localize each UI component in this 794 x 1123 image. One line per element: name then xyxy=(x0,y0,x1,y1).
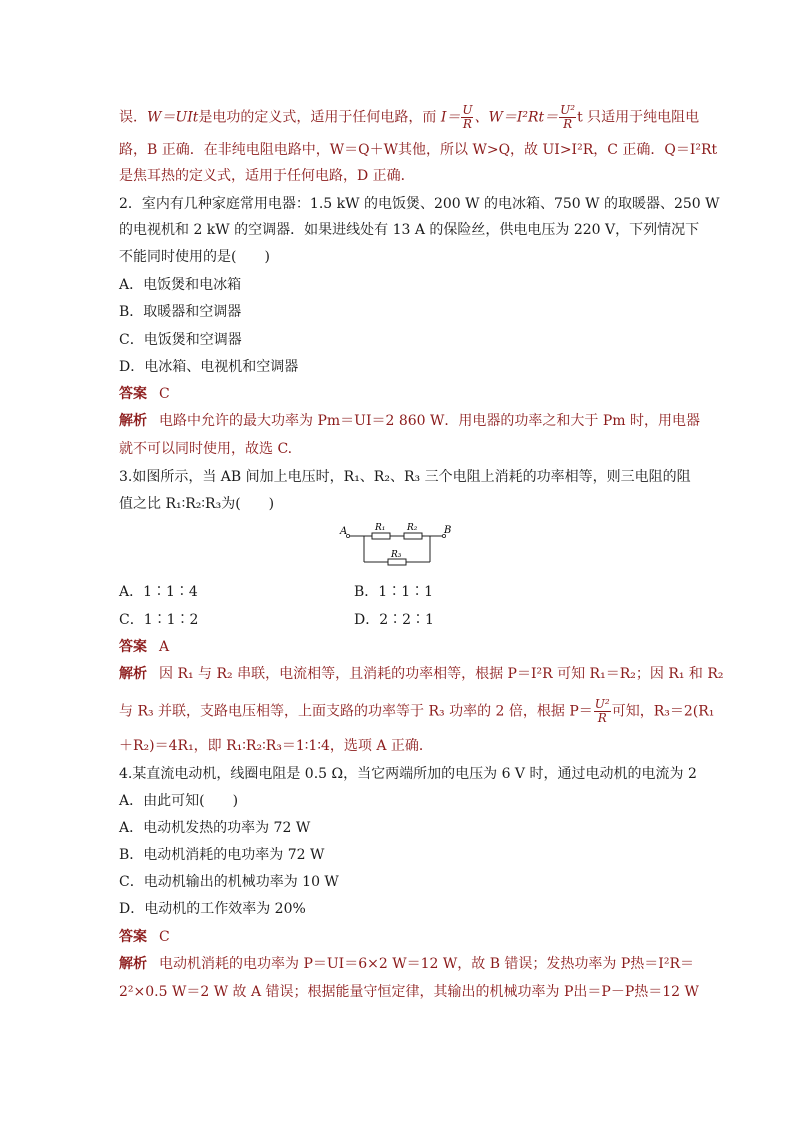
q4-option-b: B．电动机消耗的电功率为 72 W xyxy=(119,847,325,863)
circuit-diagram xyxy=(338,520,458,574)
q4-explanation-line-1: 解析 电动机消耗的电功率为 P＝UI＝6×2 W＝12 W，故 B 错误；发热功率为 P热＝I²R＝ xyxy=(119,956,694,972)
q2-option-b: B．取暖器和空调器 xyxy=(119,304,242,320)
q2-option-a: A．电饭煲和电冰箱 xyxy=(119,277,242,293)
q1-explanation-line-1: 误．W＝UIt是电功的定义式，适用于任何电路，而 I＝ $\frac{U}{R}$ 、W＝I²Rt＝ $\frac{\text{U²}}{R}$ t 只适用于纯电阻电 xyxy=(119,103,700,131)
q4-option-a: A．电动机发热的功率为 72 W xyxy=(119,820,311,836)
explanation-label: 解析 xyxy=(119,666,147,682)
fraction-u2-over-r: $\frac{\text{U²}}{R}$ xyxy=(594,697,610,725)
q3-stem-line-1: 3.如图所示，当 AB 间加上电压时，R₁、R₂、R₃ 三个电阻上消耗的功率相等，则三电阻的阻 xyxy=(119,469,691,485)
q1-explanation-line-2: 路，B 正确．在非纯电阻电路中，W＝Q＋W其他，所以 W>Q，故 UI>I²R，C 正确．Q＝I²Rt xyxy=(119,142,718,158)
q3-explanation-line-1: 解析 因 R₁ 与 R₂ 串联，电流相等，且消耗的功率相等，根据 P＝I²R 可知 R₁＝R₂；因 R₁ 和 R₂ xyxy=(119,666,724,682)
q4-option-d: D．电动机的工作效率为 20% xyxy=(119,901,306,917)
q3-options-row-1 xyxy=(119,582,679,602)
terminal-b-label: B xyxy=(444,525,452,536)
q3-option-a: A．1∶1∶4 xyxy=(119,584,198,600)
answer-value: C xyxy=(159,929,170,945)
q2-stem-line-3: 不能同时使用的是( ) xyxy=(119,249,270,265)
q4-answer xyxy=(119,927,679,947)
q2-stem-line-2: 的电视机和 2 kW 的空调器．如果进线处有 13 A 的保险丝，供电电压为 220 V，下列情况下 xyxy=(119,222,700,238)
q3-explanation-line-2: 与 R₃ 并联，支路电压相等，上面支路的功率等于 R₃ 功率的 2 倍，根据 P＝ $\frac{\text{U²}}{R}$ 可知，R₃＝2(R₁ xyxy=(119,697,715,725)
q3-answer xyxy=(119,637,679,657)
q2-answer xyxy=(119,384,679,404)
r2-label: R₂ xyxy=(407,523,418,533)
q2-explanation-line-1: 解析 电路中允许的最大功率为 Pm＝UI＝2 860 W．用电器的功率之和大于 Pm 时，用电器 xyxy=(119,413,700,429)
q2-option-d: D．电冰箱、电视机和空调器 xyxy=(119,359,299,375)
q3-explanation-line-3: ＋R₂)＝4R₁，即 R₁∶R₂∶R₃＝1∶1∶4，选项 A 正确． xyxy=(119,738,433,754)
explanation-label: 解析 xyxy=(119,956,147,972)
q3-options-row-2 xyxy=(119,610,679,630)
q4-option-c: C．电动机输出的机械功率为 10 W xyxy=(119,874,339,890)
q3-option-b: B．1∶1∶1 xyxy=(354,584,434,600)
answer-value: C xyxy=(159,386,170,402)
q3-option-d: D．2∶2∶1 xyxy=(354,612,434,628)
r1-label: R₁ xyxy=(375,523,386,533)
q2-option-c: C．电饭煲和空调器 xyxy=(119,332,242,348)
answer-label: 答案 xyxy=(119,386,147,402)
q4-explanation-line-2: 2²×0.5 W＝2 W 故 A 错误；根据能量守恒定律，其输出的机械功率为 P出＝P－P热＝12 W xyxy=(119,984,699,1000)
q2-explanation-line-2: 就不可以同时使用，故选 C. xyxy=(119,441,293,457)
answer-label: 答案 xyxy=(119,639,147,655)
q3-option-c: C．1∶1∶2 xyxy=(119,612,199,628)
fraction-u2-over-r: $\frac{\text{U²}}{R}$ xyxy=(560,103,576,131)
fraction-u-over-r: $\frac{U}{R}$ xyxy=(462,103,473,131)
q3-stem-line-2: 值之比 R₁∶R₂∶R₃为( ) xyxy=(119,496,275,512)
q4-stem-line-1: 4.某直流电动机，线圈电阻是 0.5 Ω，当它两端所加的电压为 6 V 时，通过电动机的电流为 2 xyxy=(119,766,697,782)
terminal-a-label: A xyxy=(340,526,348,537)
explanation-label: 解析 xyxy=(119,413,147,429)
answer-value: A xyxy=(159,639,170,655)
q2-stem-line-1: 2．室内有几种家庭常用电器：1.5 kW 的电饭煲、200 W 的电冰箱、750 W 的取暖器、250 W xyxy=(119,196,720,212)
r3-label: R₃ xyxy=(391,550,402,560)
q1-explanation-line-3: 是焦耳热的定义式，适用于任何电路，D 正确． xyxy=(119,168,415,184)
answer-label: 答案 xyxy=(119,929,147,945)
q4-stem-line-2: A．由此可知( ) xyxy=(119,793,239,809)
